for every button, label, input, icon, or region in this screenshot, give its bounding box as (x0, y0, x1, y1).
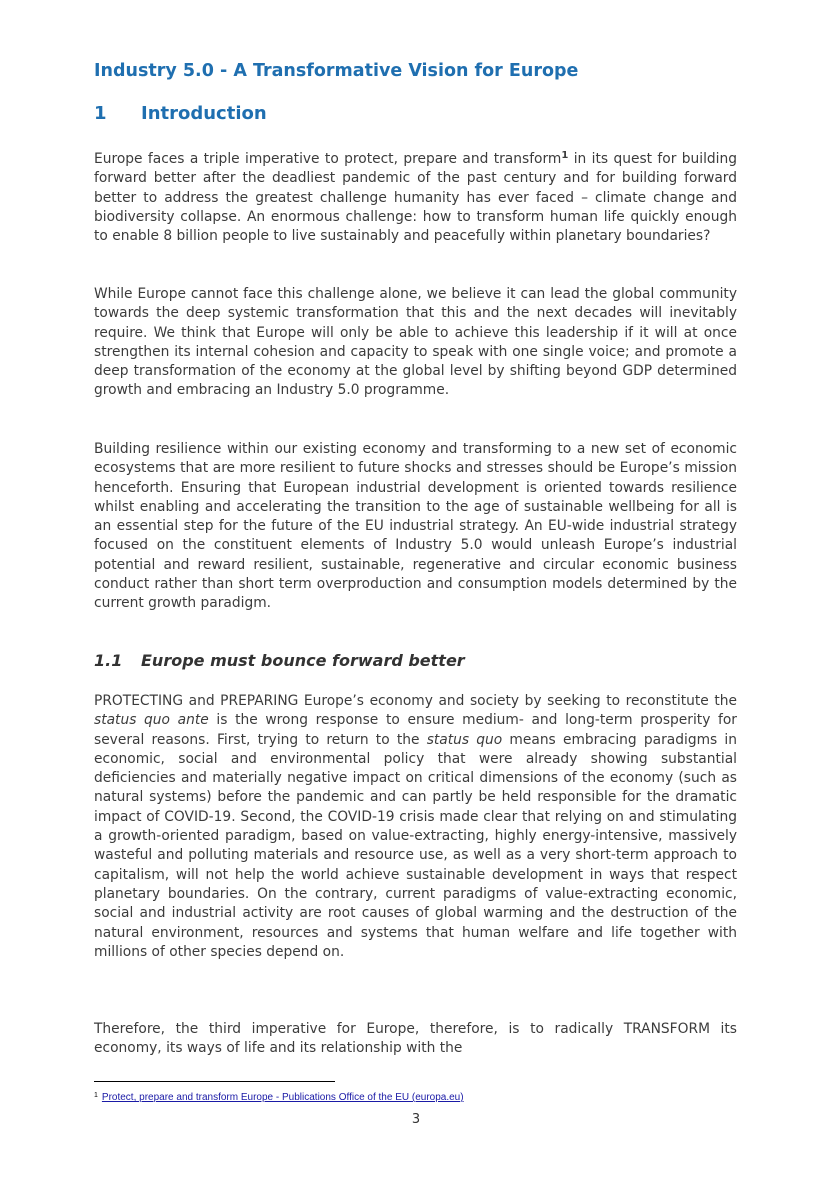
subsection-paragraph-1 (94, 692, 737, 962)
paragraph-text: PROTECTING and PREPARING Europe’s economy and society by seeking to reconstitute the (94, 693, 737, 709)
page-number: 3 (411, 1112, 421, 1127)
footnote-link[interactable]: Protect, prepare and transform Europe - Publications Office of the EU (europa.eu) (101, 1092, 464, 1103)
intro-paragraph-3: Building resilience within our existing economy and transforming to a new set of economic ecosystems that are more resilient to future shocks and stresses should be Europe’s mission henceforth. Ensuring that European industrial development is oriented towards resilience whilst enabling and accelerating the transition to the age of sustainable wellbeing for all is an essential step for the future of the EU industrial strategy. An EU-wide industrial strategy focused on the constituent elements of Industry 5.0 would unleash Europe’s industrial potential and reward resilient, sustainable, regenerative and circular economic business conduct rather than short term overproduction and consumption models determined by the current growth paradigm. (94, 441, 737, 612)
italic-term: status quo (426, 731, 503, 748)
section-heading (94, 103, 267, 124)
subsection-heading (94, 651, 465, 670)
paragraph-text: means embracing paradigms in economic, social and environmental policy that were already showing substantial deficiencies and materially negative impact on critical dimensions of the economy (such as natural systems) before the pandemic and can partly be held responsible for the dramatic impact of COVID-19. Second, the COVID-19 crisis made clear that relying on and stimulating a growth-oriented paradigm, based on value-extracting, highly energy-intensive, massively wasteful and polluting materials and resource use, as well as a very short-term approach to capitalism, will not help the world achieve sustainable development in ways that respect planetary boundaries. On the contrary, current paradigms of value-extracting economic, social and industrial activity are root causes of global warming and the destruction of the natural environment, resources and systems that human welfare and life together with millions of other species depend on. (94, 731, 737, 960)
italic-term: status quo ante (94, 712, 209, 729)
subsection-number: 1.1 (94, 651, 123, 670)
intro-paragraph-1 (94, 150, 737, 246)
footnote-marker: 1 (94, 1092, 98, 1099)
paragraph-text: Europe faces a triple imperative to protect, prepare and transform (94, 151, 562, 167)
subsection-title: Europe must bounce forward better (141, 651, 465, 670)
section-title: Introduction (141, 103, 267, 124)
intro-paragraph-2: While Europe cannot face this challenge alone, we believe it can lead the global community towards the deep systemic transformation that this and the next decades will inevitably require. We think that Europe will only be able to achieve this leadership if it will at once strengthen its internal cohesion and capacity to speak with one single voice; and promote a deep transformation of the economy at the global level by shifting beyond GDP determined growth and embracing an Industry 5.0 programme. (94, 286, 737, 399)
subsection-paragraph-2: Therefore, the third imperative for Europe, therefore, is to radically TRANSFORM its economy, its ways of life and its relationship with the (94, 1021, 737, 1057)
paragraph-text: is the wrong response to ensure medium- and long-term prosperity for several reasons. First, trying to return to the (94, 712, 737, 748)
document-title: Industry 5.0 - A Transformative Vision for Europe (94, 61, 579, 81)
footnote-divider (94, 1081, 335, 1082)
paragraph-text: in its quest for building forward better after the deadliest pandemic of the past century and for building forward better to address the greatest challenge humanity has ever faced – climate change and biodiversity collapse. An enormous challenge: how to transform human life quickly enough to enable 8 billion people to live sustainably and peacefully within planetary boundaries? (94, 151, 738, 245)
footnote (94, 1092, 464, 1103)
section-number: 1 (94, 103, 107, 124)
footnote-ref[interactable]: 1 (561, 150, 569, 161)
